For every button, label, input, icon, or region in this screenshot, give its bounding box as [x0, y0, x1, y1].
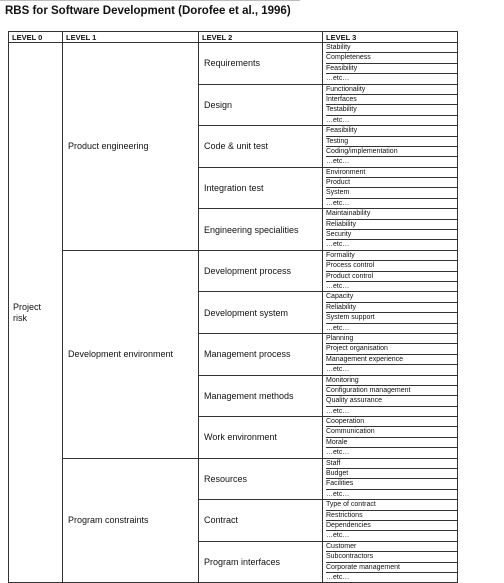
level3-cell: [323, 458, 458, 500]
level3-item: Testability: [326, 105, 457, 115]
header-level-2: LEVEL 2: [199, 32, 323, 43]
level3-item: …etc…: [326, 116, 350, 124]
level3-item: …etc…: [326, 282, 350, 290]
level3-item: System: [326, 188, 457, 198]
level3-item: …etc…: [326, 407, 350, 415]
level0-label: Project: [13, 301, 42, 312]
level3-item: Type of contract: [326, 500, 457, 510]
level3-item: …etc…: [326, 324, 350, 332]
level2-cell: Integration test: [199, 167, 323, 209]
level3-item: Feasibility: [326, 64, 457, 74]
level3-item: Staff: [326, 459, 457, 469]
level3-item: Security: [326, 230, 457, 240]
level3-item: System support: [326, 313, 457, 323]
level3-cell: [323, 333, 458, 375]
level3-item: Project organisation: [326, 344, 457, 354]
level3-item: …etc…: [326, 532, 350, 540]
level1-cell: Development environment: [63, 250, 199, 458]
level3-item: Reliability: [326, 303, 457, 313]
level3-item: Management experience: [326, 355, 457, 365]
level3-item: Facilities: [326, 479, 457, 489]
level3-item: Feasibility: [326, 126, 457, 136]
level3-item: Capacity: [326, 292, 457, 302]
level3-item: Interfaces: [326, 95, 457, 105]
level3-cell: [323, 43, 458, 85]
level3-cell: [323, 417, 458, 459]
level3-item: Configuration management: [326, 386, 457, 396]
level3-item: …etc…: [326, 241, 350, 249]
level3-item: Planning: [326, 334, 457, 344]
level3-item: Dependencies: [326, 521, 457, 531]
level3-item: …etc…: [326, 490, 350, 498]
level0-label: risk: [13, 312, 27, 323]
level3-cell: [323, 84, 458, 126]
level2-cell: Program interfaces: [199, 541, 323, 583]
level3-item: Stability: [326, 43, 457, 53]
level3-cell: [323, 209, 458, 251]
level3-item: Corporate management: [326, 563, 457, 573]
level3-item: …etc…: [326, 199, 350, 207]
header-level-3: LEVEL 3: [323, 32, 458, 43]
level2-cell: Development process: [199, 250, 323, 292]
level3-item: Coding/implementation: [326, 147, 457, 157]
level2-cell: Contract: [199, 500, 323, 542]
rbs-table: [8, 31, 458, 583]
level0-cell: [9, 43, 63, 583]
level3-item: Customer: [326, 542, 457, 552]
level3-item: Subcontractors: [326, 552, 457, 562]
level3-cell: [323, 126, 458, 168]
level3-cell: [323, 250, 458, 292]
level3-cell: [323, 167, 458, 209]
top-rule: [0, 0, 300, 1]
level3-item: Testing: [326, 137, 457, 147]
level2-cell: Design: [199, 84, 323, 126]
level3-item: Quality assurance: [326, 396, 457, 406]
rbs-body: [9, 43, 458, 583]
level3-item: Product control: [326, 272, 457, 282]
header-row: [9, 32, 458, 43]
level2-cell: Code & unit test: [199, 126, 323, 168]
level3-item: …etc…: [326, 158, 350, 166]
level1-cell: Product engineering: [63, 43, 199, 251]
level3-item: Budget: [326, 469, 457, 479]
level3-item: Cooperation: [326, 417, 457, 427]
level2-cell: Work environment: [199, 417, 323, 459]
header-level-1: LEVEL 1: [63, 32, 199, 43]
level3-item: Morale: [326, 438, 457, 448]
level3-item: Communication: [326, 427, 457, 437]
level3-cell: [323, 500, 458, 542]
level3-item: Formality: [326, 251, 457, 261]
level3-cell: [323, 541, 458, 583]
level3-cell: [323, 292, 458, 334]
level3-item: Product: [326, 178, 457, 188]
level3-cell: [323, 375, 458, 417]
level3-item: Monitoring: [326, 376, 457, 386]
level3-item: Restrictions: [326, 511, 457, 521]
level3-item: …etc…: [326, 573, 350, 581]
level3-item: …etc…: [326, 75, 350, 83]
page-title: RBS for Software Development (Dorofee et al., 1996): [5, 5, 291, 17]
level3-item: Maintainability: [326, 209, 457, 219]
level3-item: …etc…: [326, 366, 350, 374]
level3-item: …etc…: [326, 449, 350, 457]
table-row: [9, 458, 458, 500]
level2-cell: Development system: [199, 292, 323, 334]
level1-cell: Program constraints: [63, 458, 199, 583]
level2-cell: Management methods: [199, 375, 323, 417]
level3-item: Reliability: [326, 220, 457, 230]
header-level-0: LEVEL 0: [9, 32, 63, 43]
level2-cell: Management process: [199, 333, 323, 375]
level3-item: Process control: [326, 261, 457, 271]
table-row: [9, 250, 458, 292]
level3-item: Completeness: [326, 53, 457, 63]
level3-item: Environment: [326, 168, 457, 178]
level2-cell: Resources: [199, 458, 323, 500]
level2-cell: Engineering specialities: [199, 209, 323, 251]
level3-item: Functionality: [326, 85, 457, 95]
level2-cell: Requirements: [199, 43, 323, 85]
table-row: [9, 43, 458, 85]
